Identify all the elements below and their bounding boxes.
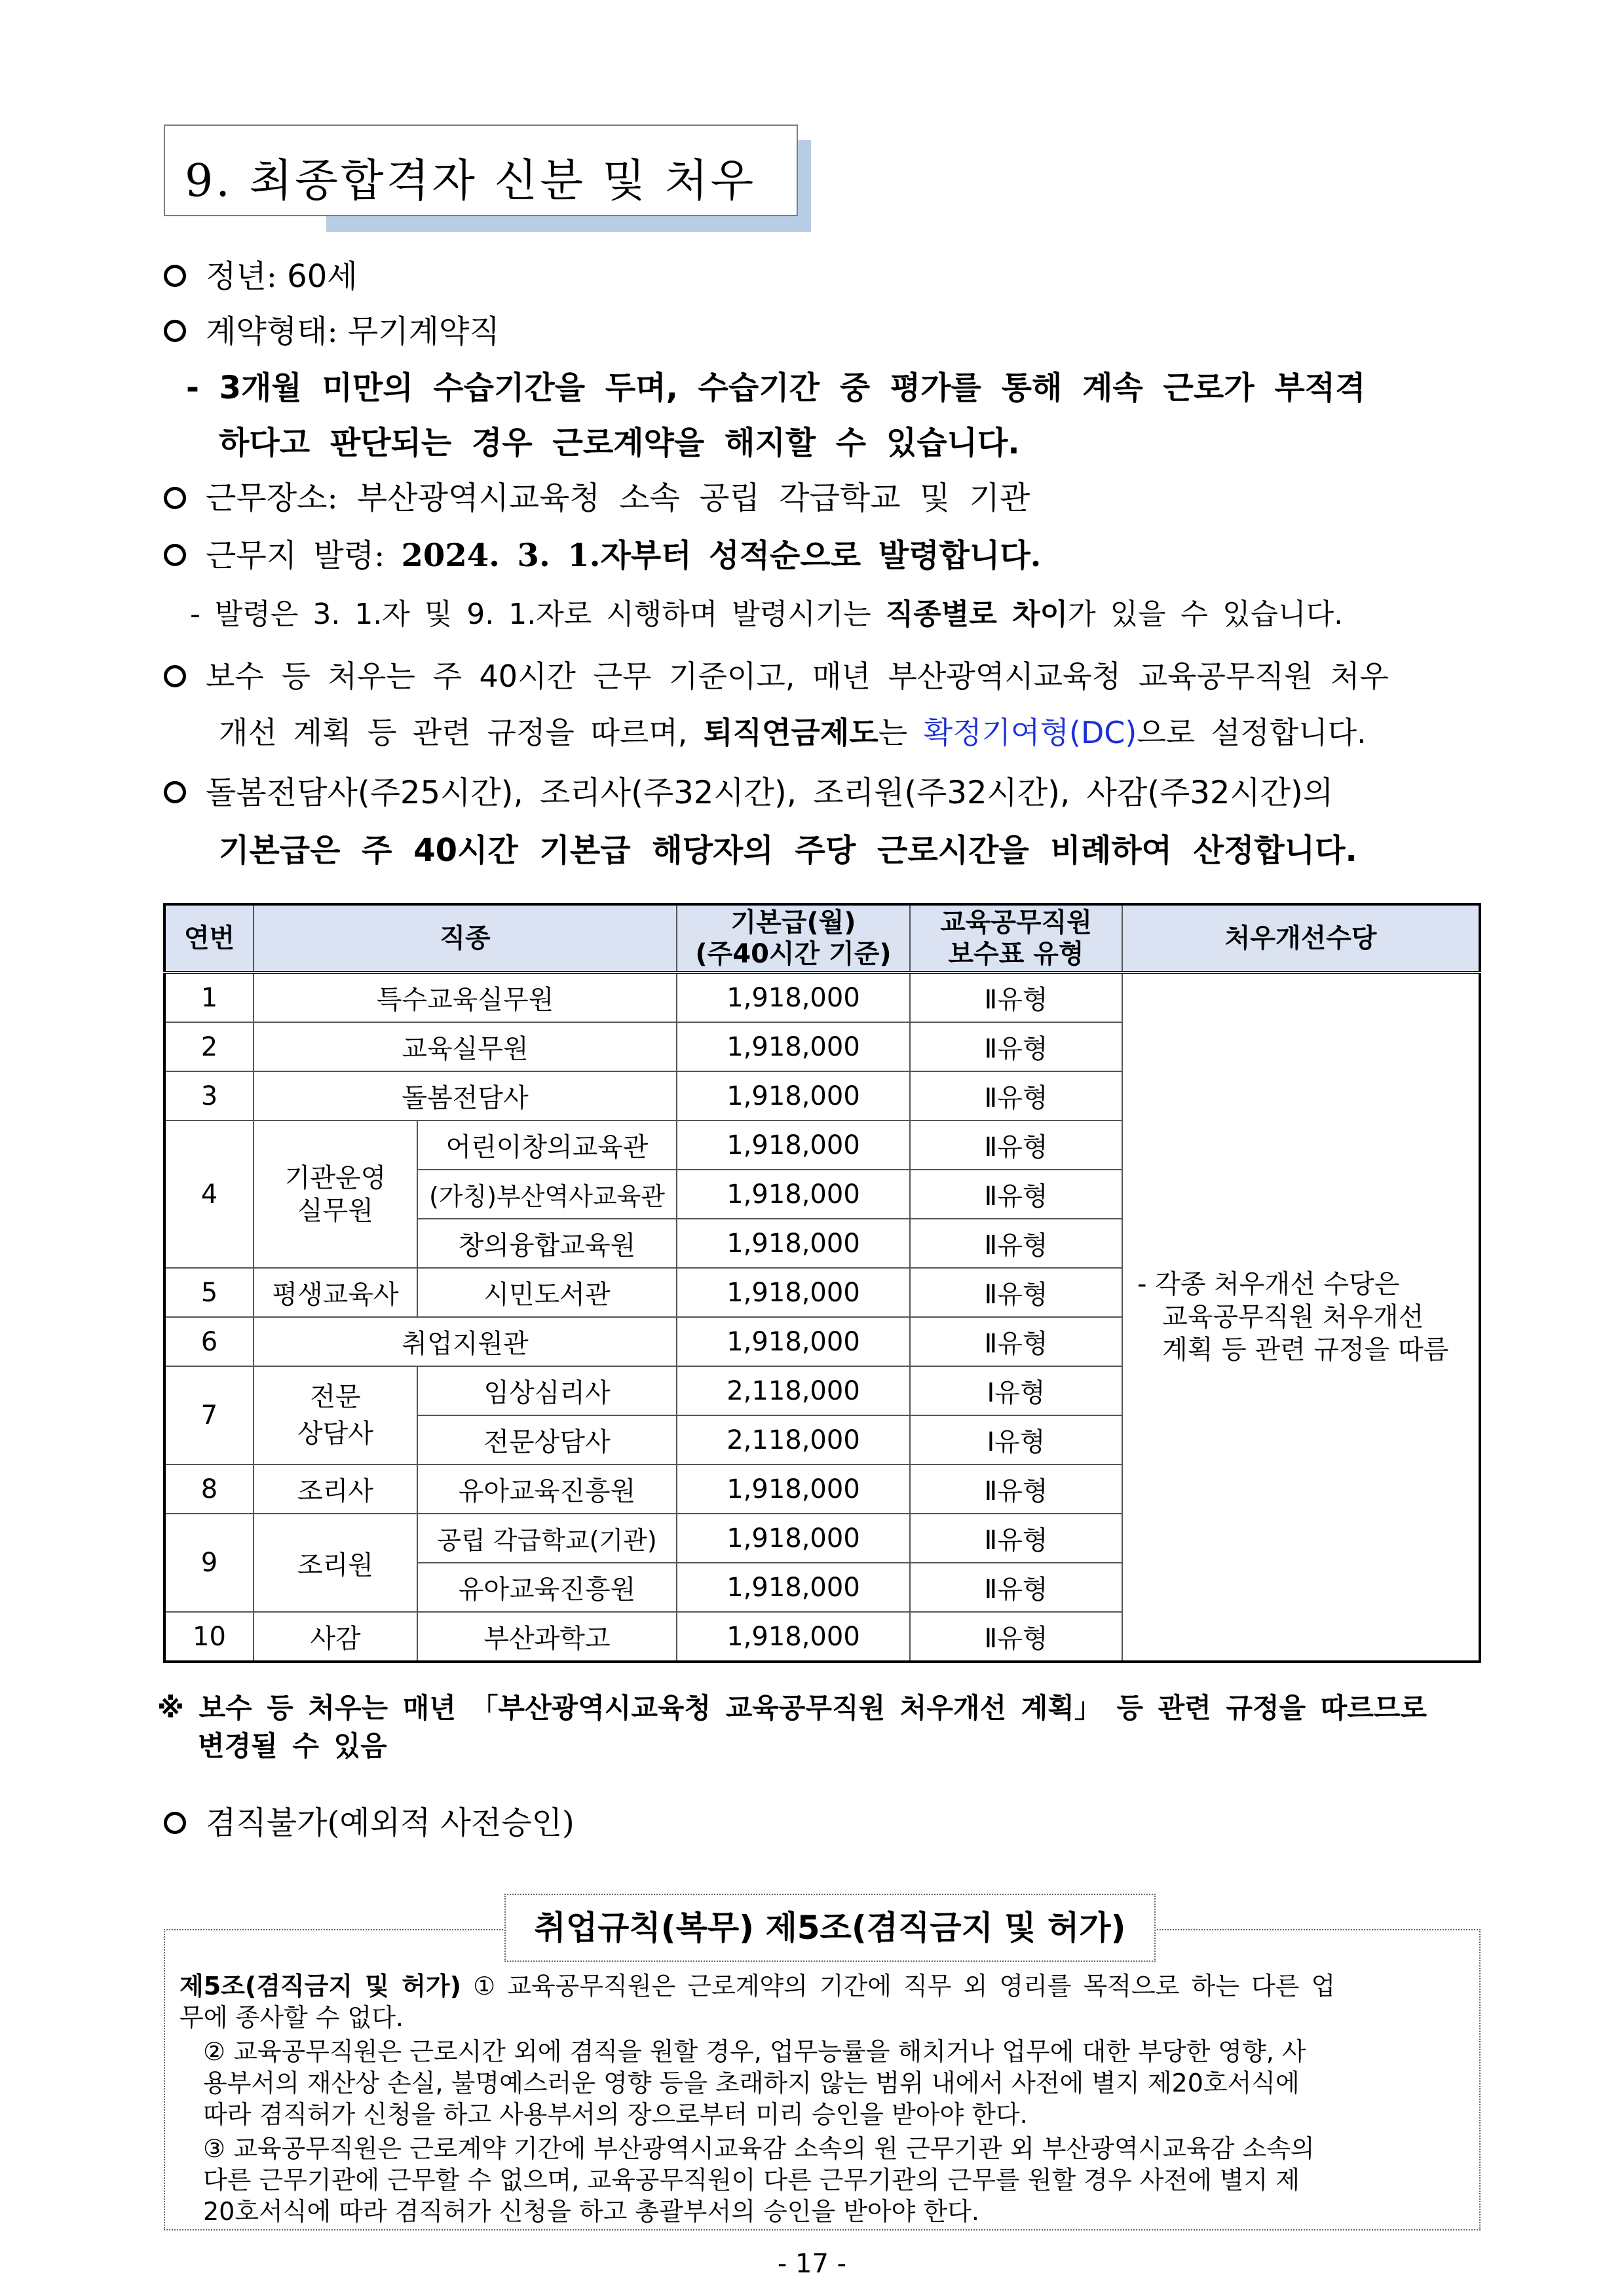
cell-no: 9 <box>164 1514 254 1612</box>
bullet-value: 무기계약직 <box>347 313 500 350</box>
cell-group: 평생교육사 <box>254 1268 417 1317</box>
circle-bullet-icon <box>164 781 186 803</box>
section-title-box <box>164 124 798 216</box>
cell-no: 6 <box>164 1317 254 1366</box>
base-pay-line-2: 기본급은 주 40시간 기본급 해당자의 주당 근로시간을 비례하여 산정합니다. <box>219 832 1357 869</box>
cell-group: 기관운영 실무원 <box>254 1120 417 1268</box>
cell-pay: 1,918,000 <box>677 1464 910 1514</box>
cell-type: Ⅱ유형 <box>910 1120 1122 1170</box>
cell-no: 4 <box>164 1120 254 1268</box>
note-text: 가 있을 수 있습니다. <box>1068 598 1344 631</box>
cell-group: 사감 <box>254 1612 417 1662</box>
cell-type: Ⅰ유형 <box>910 1415 1122 1464</box>
compensation-note <box>157 1689 1487 1765</box>
rule-paragraph-2-line-1: ② 교육공무직원은 근로시간 외에 겸직을 원할 경우, 업무능률을 해치거나 업무에 대한 부당한 영향, 사 <box>203 2037 1306 2066</box>
bullet-compensation <box>164 657 1389 696</box>
header-job: 직종 <box>254 904 677 972</box>
section-title: 9. 최종합격자 신분 및 처우 <box>185 155 757 207</box>
text: 개선 계획 등 관련 규정을 따르며, <box>219 715 704 750</box>
bullet-contract-type <box>164 312 500 351</box>
compensation-line-2 <box>219 713 1367 752</box>
cell-no: 3 <box>164 1071 254 1120</box>
rule-paragraph-3-line-2: 다른 근무기관에 근무할 수 없으며, 교육공무직원이 다른 근무기관의 근무를 원할 경우 사전에 별지 제 <box>203 2166 1300 2194</box>
cell-sub: 공립 각급학교(기관) <box>417 1514 677 1563</box>
circle-bullet-icon <box>164 544 186 566</box>
cell-no: 1 <box>164 972 254 1022</box>
cell-type: Ⅱ유형 <box>910 1170 1122 1219</box>
cell-group: 전문 상담사 <box>254 1366 417 1464</box>
cell-no: 10 <box>164 1612 254 1662</box>
salary-table <box>163 903 1481 1663</box>
cell-sub: (가칭)부산역사교육관 <box>417 1170 677 1219</box>
page-number: - 17 - <box>777 2249 847 2279</box>
circle-bullet-icon <box>164 265 186 287</box>
cell-pay: 1,918,000 <box>677 1120 910 1170</box>
cell-sub: 임상심리사 <box>417 1366 677 1415</box>
cell-pay: 1,918,000 <box>677 972 910 1022</box>
cell-pay: 1,918,000 <box>677 1563 910 1612</box>
cell-no: 8 <box>164 1464 254 1514</box>
cell-type: Ⅱ유형 <box>910 1219 1122 1268</box>
circle-bullet-icon <box>164 1812 186 1834</box>
cell-pay: 1,918,000 <box>677 1612 910 1662</box>
cell-type: Ⅱ유형 <box>910 1022 1122 1071</box>
cell-pay: 1,918,000 <box>677 1268 910 1317</box>
header-type: 교육공무직원 보수표 유형 <box>910 904 1122 972</box>
text: 으로 설정합니다. <box>1137 715 1367 750</box>
text: 는 <box>878 715 924 750</box>
rules-box <box>164 1929 1481 2230</box>
cell-allowance: - 각종 처우개선 수당은 교육공무직원 처우개선 계획 등 관련 규정을 따름 <box>1122 972 1480 1662</box>
cell-pay: 1,918,000 <box>677 1317 910 1366</box>
cell-type: Ⅱ유형 <box>910 1464 1122 1514</box>
bullet-value: 2024. 3. 1.자부터 성적순으로 발령합니다. <box>401 537 1042 574</box>
bullet-value: 60세 <box>287 258 358 295</box>
rule-paragraph-1: 제5조(겸직금지 및 허가) ① 교육공무직원은 근로계약의 기간에 직무 외 영리를 목적으로 하는 다른 업 <box>179 1972 1336 2000</box>
cell-type: Ⅱ유형 <box>910 1612 1122 1662</box>
assignment-note <box>190 595 1343 634</box>
circle-bullet-icon <box>164 665 186 687</box>
circle-bullet-icon <box>164 487 186 509</box>
bullet-text: 돌봄전담사(주25시간), 조리사(주32시간), 조리원(주32시간), 사감(주32시간)의 <box>206 775 1334 811</box>
cell-group: 조리사 <box>254 1464 417 1514</box>
bullet-label: 계약형태: <box>206 313 348 350</box>
rule-paragraph-1-cont: 무에 종사할 수 없다. <box>179 2003 404 2032</box>
cell-sub: 창의융합교육원 <box>417 1219 677 1268</box>
cell-type: Ⅰ유형 <box>910 1366 1122 1415</box>
cell-no: 5 <box>164 1268 254 1317</box>
cell-type: Ⅱ유형 <box>910 1563 1122 1612</box>
cell-group: 조리원 <box>254 1514 417 1612</box>
cell-job: 취업지원관 <box>254 1317 677 1366</box>
header-no: 연번 <box>164 904 254 972</box>
probation-line-2: 하다고 판단되는 경우 근로계약을 해지할 수 있습니다. <box>219 425 1020 461</box>
bullet-text: 근무장소: 부산광역시교육청 소속 공립 각급학교 및 기관 <box>206 480 1030 516</box>
table-row <box>164 972 1480 1022</box>
rule-paragraph-3-line-1: ③ 교육공무직원은 근로계약 기간에 부산광역시교육감 소속의 원 근무기관 외 부산광역시교육감 소속의 <box>203 2134 1315 2163</box>
bullet-text: 겸직불가(예외적 사전승인) <box>206 1805 575 1841</box>
cell-pay: 2,118,000 <box>677 1366 910 1415</box>
note-line-2: 변경될 수 있음 <box>198 1730 387 1762</box>
rules-title: 취업규칙(복무) 제5조(겸직금지 및 허가) <box>504 1894 1156 1962</box>
rule-paragraph-2-line-3: 따라 겸직허가 신청을 하고 사용부서의 장으로부터 미리 승인을 받아야 한다. <box>203 2100 1028 2129</box>
cell-sub: 유아교육진흥원 <box>417 1464 677 1514</box>
pension-emphasis: 퇴직연금제도 <box>704 715 878 750</box>
cell-pay: 1,918,000 <box>677 1219 910 1268</box>
bullet-text: 보수 등 처우는 주 40시간 근무 기준이고, 매년 부산광역시교육청 교육공무직원 처우 <box>206 659 1389 694</box>
cell-pay: 2,118,000 <box>677 1415 910 1464</box>
probation-line-1: - 3개월 미만의 수습기간을 두며, 수습기간 중 평가를 통해 계속 근로가 부적격 <box>186 370 1366 406</box>
cell-sub: 어린이창의교육관 <box>417 1120 677 1170</box>
rule-paragraph-3-line-3: 20호서식에 따라 겸직허가 신청을 하고 총괄부서의 승인을 받아야 한다. <box>203 2197 979 2226</box>
bullet-label: 근무지 발령: <box>206 537 402 574</box>
header-allowance: 처우개선수당 <box>1122 904 1480 972</box>
cell-pay: 1,918,000 <box>677 1514 910 1563</box>
bullet-retirement-age <box>164 257 358 296</box>
cell-no: 2 <box>164 1022 254 1071</box>
cell-sub: 유아교육진흥원 <box>417 1563 677 1612</box>
note-emphasis: 직종별로 차이 <box>885 598 1068 631</box>
cell-sub: 전문상담사 <box>417 1415 677 1464</box>
cell-pay: 1,918,000 <box>677 1022 910 1071</box>
bullet-dual-employment <box>164 1803 575 1843</box>
cell-job: 특수교육실무원 <box>254 972 677 1022</box>
cell-sub: 부산과학고 <box>417 1612 677 1662</box>
cell-type: Ⅱ유형 <box>910 1071 1122 1120</box>
table-header-row <box>164 904 1480 972</box>
cell-pay: 1,918,000 <box>677 1170 910 1219</box>
cell-type: Ⅱ유형 <box>910 1268 1122 1317</box>
cell-type: Ⅱ유형 <box>910 972 1122 1022</box>
circle-bullet-icon <box>164 320 186 342</box>
cell-no: 7 <box>164 1366 254 1464</box>
cell-type: Ⅱ유형 <box>910 1317 1122 1366</box>
bullet-base-pay <box>164 773 1333 813</box>
cell-job: 돌봄전담사 <box>254 1071 677 1120</box>
bullet-assignment <box>164 536 1041 575</box>
bullet-label: 정년: <box>206 258 288 295</box>
cell-job: 교육실무원 <box>254 1022 677 1071</box>
rule-paragraph-2-line-2: 용부서의 재산상 손실, 불명예스러운 영향 등을 초래하지 않는 범위 내에서 사전에 별지 제20호서식에 <box>203 2069 1300 2097</box>
cell-sub: 시민도서관 <box>417 1268 677 1317</box>
note-text: - 발령은 3. 1.자 및 9. 1.자로 시행하며 발령시기는 <box>190 598 886 631</box>
cell-type: Ⅱ유형 <box>910 1514 1122 1563</box>
note-line-1: ※ 보수 등 처우는 매년 「부산광역시교육청 교육공무직원 처우개선 계획」 등 관련 규정을 따르므로 <box>157 1692 1427 1724</box>
bullet-workplace <box>164 478 1030 518</box>
cell-pay: 1,918,000 <box>677 1071 910 1120</box>
header-pay: 기본급(월) (주40시간 기준) <box>677 904 910 972</box>
pension-type: 확정기여형(DC) <box>923 715 1137 750</box>
